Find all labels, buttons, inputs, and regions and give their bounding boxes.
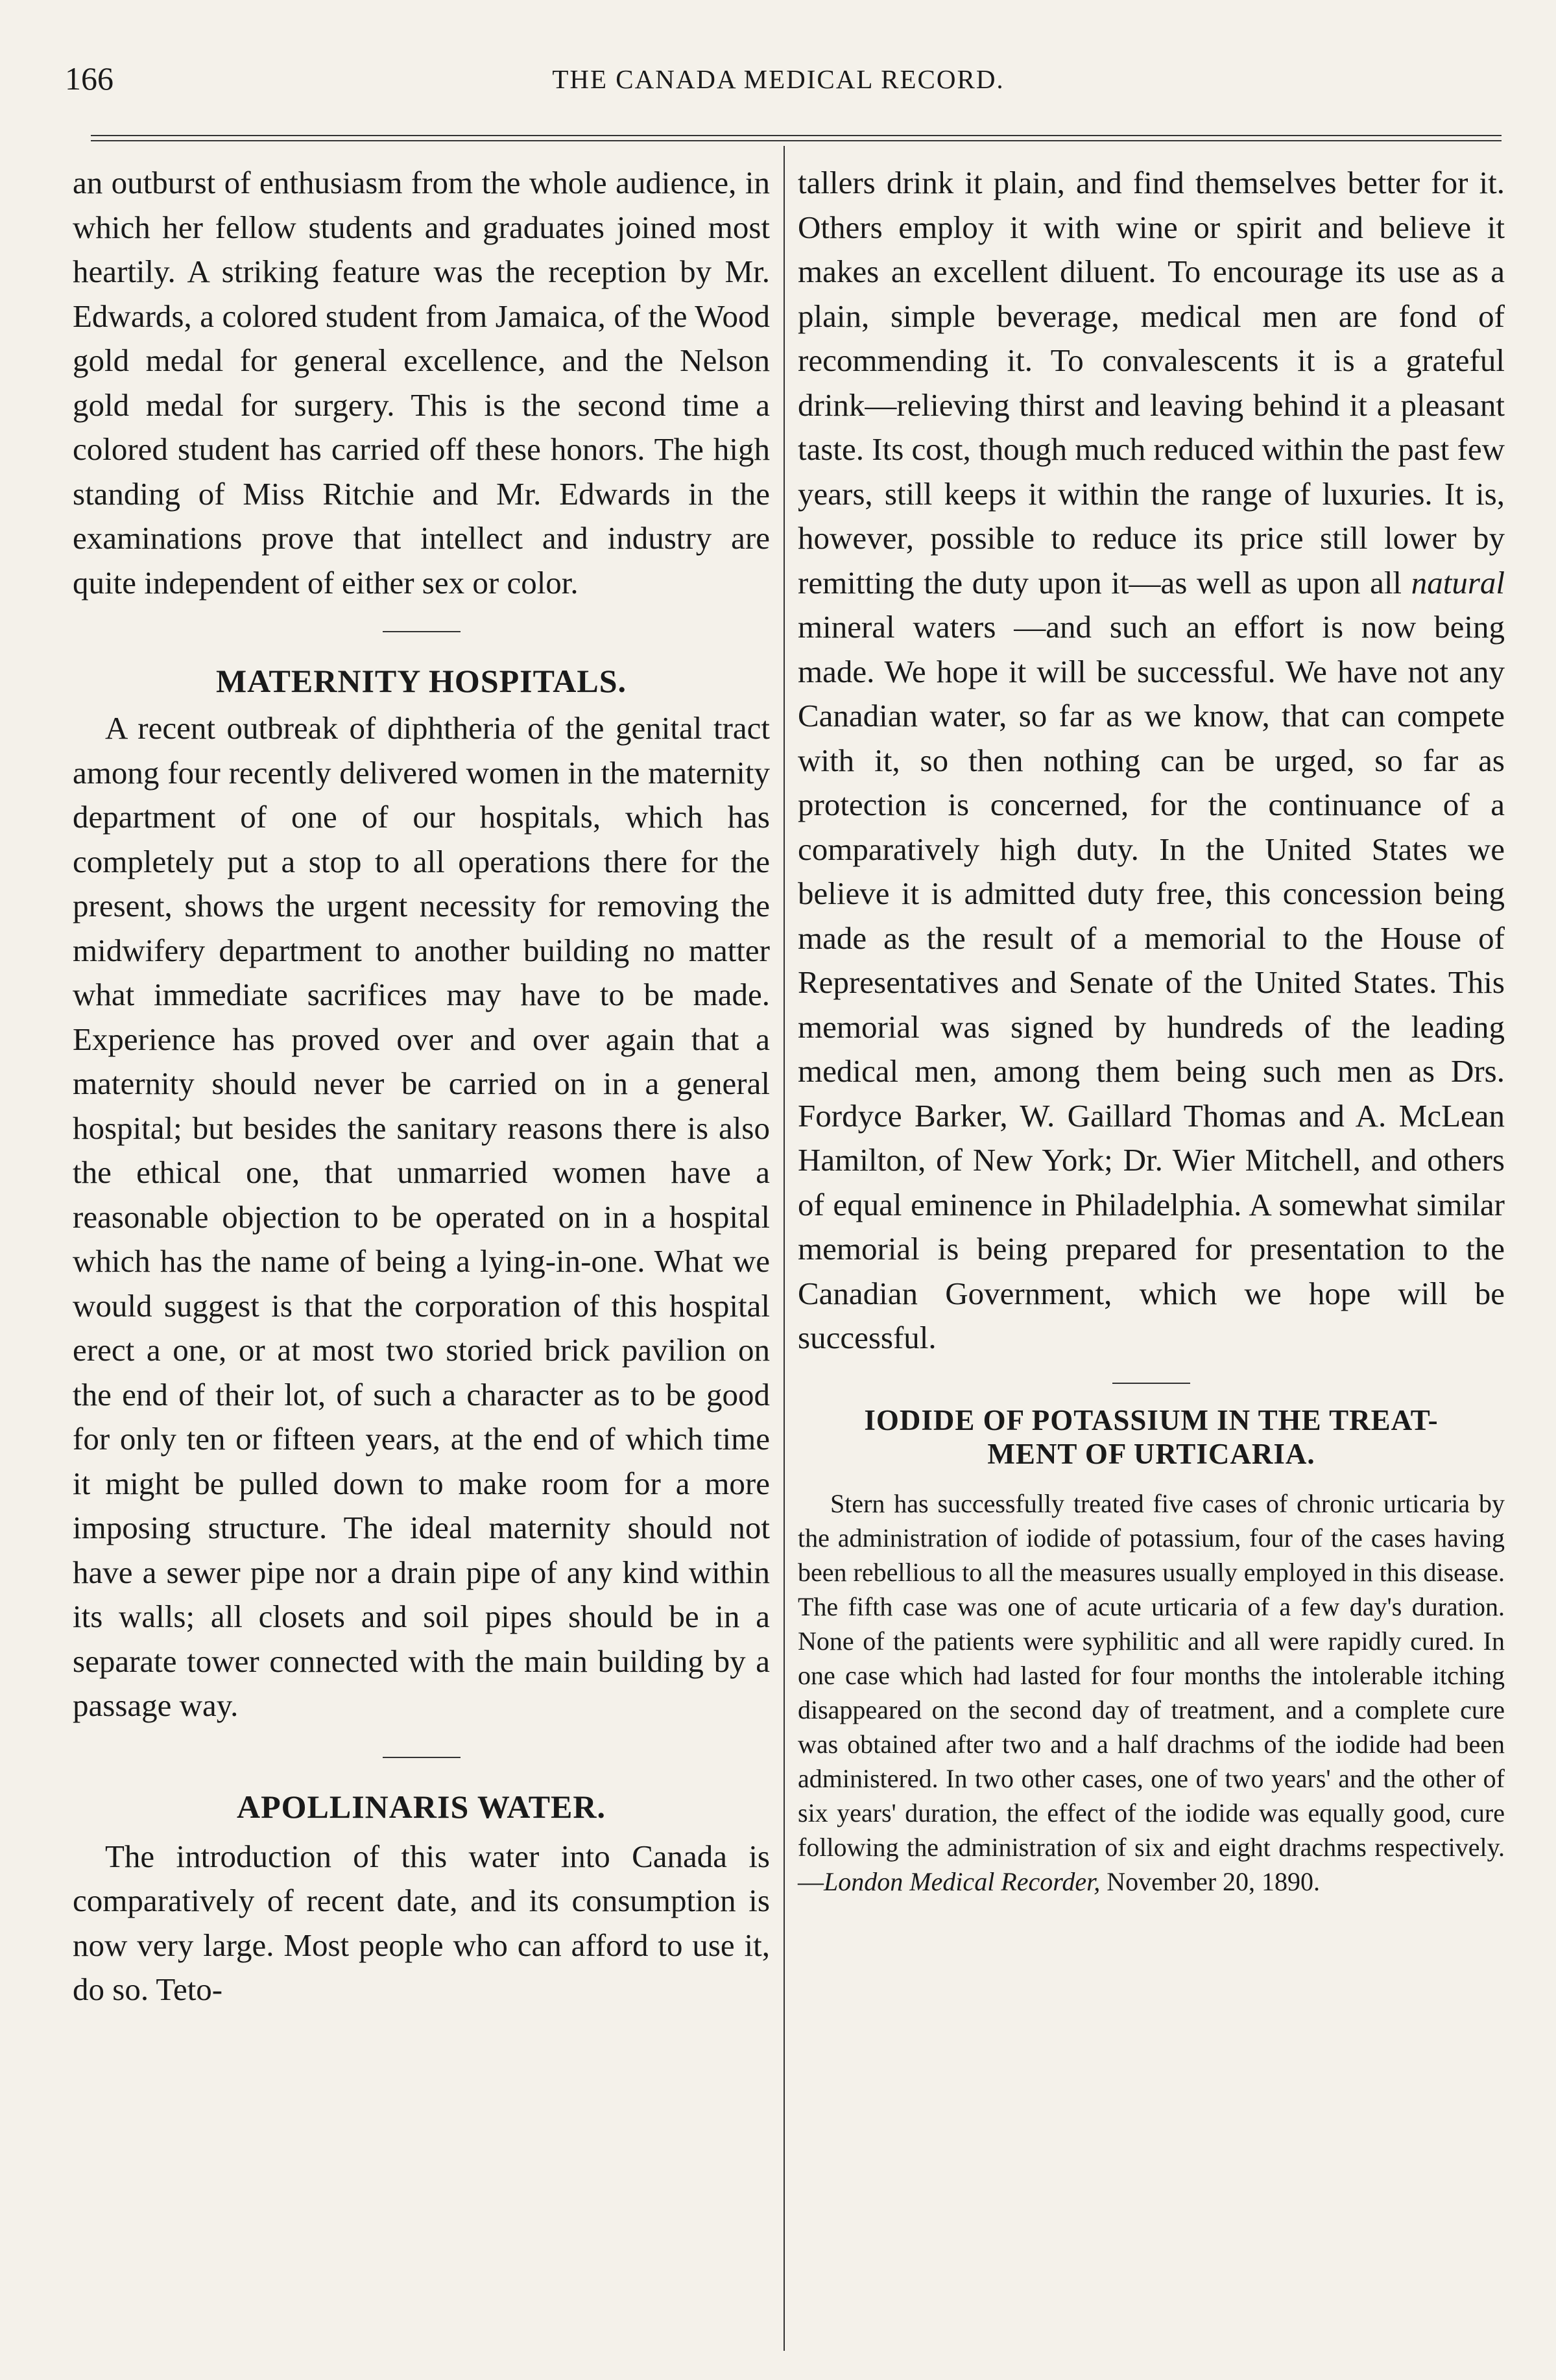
apollinaris-text-part1: tallers drink it plain, and find themselves better for it. Others employ it with wine or spirit and believe it makes an excellent diluent. To encourage its use as a plain, simple beverage, medical men are fond of recommending it. To convalescents it is a grateful drink—relieving thirst and leaving behind it a pleasant taste. Its cost, though much reduced within the past few years, still keeps it within the range of luxuries. It is, however, possible to reduce its price still lower by remitting the duty upon it—as well as upon all bbox=[798, 165, 1505, 601]
iodide-paragraph bbox=[798, 1486, 1505, 1899]
header-rule-bottom bbox=[91, 140, 1502, 141]
apollinaris-text-part2: mineral waters —and such an effort is now being made. We hope it will be successful. We have not any Canadian water, so far as we know, that can compete with it, so then nothing can be urged, so far as protection is concerned, for the continuance of a comparatively high duty. In the United States we believe it is admitted duty free, this concession being made as the result of a memorial to the House of Representatives and Senate of the United States. This memorial was signed by hundreds of the leading medical men, among them being such men as Drs. Fordyce Barker, W. Gaillard Thomas and A. McLean Hamilton, of New York; Dr. Wier Mitchell, and others of equal eminence in Philadelphia. A somewhat similar memorial is being prepared for presentation to the Canadian Government, which we hope will be successful. bbox=[798, 609, 1505, 1355]
header-rule-top bbox=[91, 135, 1502, 136]
iodide-text: Stern has successfully treated five cases of chronic urticaria by the administration of iodide of potassium, four of the cases having been rebellious to all the measures usually employed in this disease. The fifth case was one of acute urticaria of a few day's duration. None of the patients were syphilitic and all were rapidly cured. In one case which had lasted for four months the intolerable itching disappeared on the second day of treatment, and a complete cure was obtained after two and a half drachms of the iodide had been administered. In two other cases, one of two years' and the other of six years' duration, the effect of the iodide was equally good, cure following the administration of six and eight drachms respectively. bbox=[798, 1488, 1505, 1862]
source-date: November 20, 1890. bbox=[1100, 1866, 1321, 1896]
continued-paragraph: an outburst of enthusiasm from the whole audience, in which her fellow students and graduates joined most heartily. A striking feature was the reception by Mr. Edwards, a colored student from Jamaica, of the Wood gold medal for general excellence, and the Nelson gold medal for surgery. This is the second time a colored student has carried off these honors. The high standing of Miss Ritchie and Mr. Edwards in the examinations prove that intellect and industry are quite independent of either sex or color. bbox=[73, 165, 770, 601]
right-column bbox=[798, 161, 1505, 1899]
source-dash: — bbox=[798, 1866, 824, 1896]
iodide-heading bbox=[798, 1403, 1505, 1471]
apollinaris-heading: APOLLINARIS WATER. bbox=[236, 1788, 606, 1825]
maternity-heading: MATERNITY HOSPITALS. bbox=[215, 663, 627, 699]
apollinaris-paragraph: The introduction of this water into Canada is comparatively of recent date, and its consumption is now very large. Most people who can afford to use it, do so. Teto- bbox=[73, 1838, 770, 2007]
left-column bbox=[73, 161, 770, 2012]
maternity-paragraph: A recent outbreak of diphtheria of the genital tract among four recently delivered women in the maternity department of one of our hospitals, which has completely put a stop to all operations there for the present, shows the urgent necessity for removing the midwifery department to another building no matter what immediate sacrifices may have to be made. Experience has proved over and over again that a maternity should never be carried on in a general hospital; but besides the sanitary reasons there is also the ethical one, that unmarried women have a reasonable objection to be operated on in a hospital which has the name of being a lying-in-one. What we would suggest is that the corporation of this hospital erect a one, or at most two storied brick pavilion on the end of their lot, of such a character as to be good for only ten or fifteen years, at the end of which time it might be pulled down to make room for a more imposing structure. The ideal maternity should not have a sewer pipe nor a drain pipe of any kind within its walls; all closets and soil pipes should be in a separate tower connected with the main building by a passage way. bbox=[73, 710, 770, 1723]
page-number: 166 bbox=[65, 60, 114, 97]
journal-title: THE CANADA MEDICAL RECORD. bbox=[552, 64, 1005, 94]
page-header bbox=[65, 60, 1492, 112]
section-separator bbox=[383, 631, 461, 632]
iodide-heading-line2: MENT OF URTICARIA. bbox=[987, 1437, 1315, 1470]
column-divider bbox=[784, 146, 785, 2351]
source-journal: London Medical Recorder, bbox=[824, 1866, 1101, 1896]
apollinaris-continued-paragraph bbox=[798, 161, 1505, 1361]
iodide-heading-line1: IODIDE OF POTASSIUM IN THE TREAT- bbox=[864, 1403, 1439, 1436]
section-separator bbox=[1112, 1383, 1190, 1384]
section-separator bbox=[383, 1757, 461, 1758]
apollinaris-italic-word: natural bbox=[1411, 564, 1505, 601]
